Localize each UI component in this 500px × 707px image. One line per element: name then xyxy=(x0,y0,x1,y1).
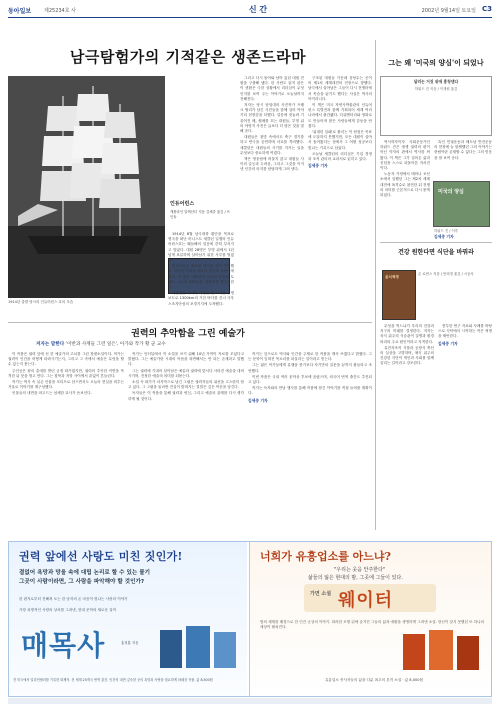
ad-maemoksa xyxy=(9,542,247,696)
newspaper-logo: 동아일보 xyxy=(8,8,32,15)
sub-byline: 김세중 기자 xyxy=(438,340,458,346)
page-header xyxy=(8,4,492,18)
sidebar-book-box xyxy=(380,76,492,136)
ad-left-line2: 그곳이 사람이라면, 그 사람을 파악해야 할 것인가? xyxy=(19,579,145,585)
story2-column-3: 작가는 앞으로도 역사와 인간을 주제로 한 작품을 계속 쓰겠다고 밝혔다. 그는 문학이 잊혀진 목소리를 되살리는 일이라고 믿는다. 그는 젊은 작가들에게 유행을 좇기보다 자기만의 질문을 끝까지 붙들라고 조언했다. 이번 작품은 국내 여러 문학상 후보에 올랐으며, 외국어 번역 출간도 추진되고 있다. 작가는 독자와의 만남 행사를 통해 작품에 담긴 이야기를 직접 들려줄 계획이다. 김세중 기자 xyxy=(248,352,372,403)
ad-left-footer: 전 미국에서 밀리언셀러를 기록한 화제작. 전 세계 25개국 번역 출간. 인간의 내면 깊숙한 곳의 욕망과 사랑을 집요하게 파헤친 작품. 값 8,500원 xyxy=(13,678,213,682)
sailing-ship-illustration xyxy=(8,76,165,298)
story2-deck xyxy=(36,341,346,347)
story1-byline: 김세중 기자 xyxy=(308,163,328,169)
ad-left-title: 매목사 xyxy=(21,629,106,662)
story1-headline: 남극탐험가의 기적같은 생존드라마 xyxy=(69,48,307,66)
issue-date: 2002년 9월14일 토요일 xyxy=(421,8,476,14)
story1-column-2: 그리고 다시 돌아와 남아 있던 대원 전원을 구출해 냈다. 한 사람도 잃지 않은 이 귀환은 극한 상황에서 리더십이 무엇인지를 보여 주는 이야기로 오늘날까지 전해진다. 저자는 당시 탐험대의 사진작가 프랭크 헐리가 남긴 사진들을 함께 실어 이야기의 현장감을 더했다. 얼음에 짓눌려 기울어진 배, 썰매를 끄는 대원들, 부빙 위의 야영지 사진은 글보다 더 많은 것을 말해 준다. 대원들은 절망 속에서도 축구 경기를 하고 연극을 공연하며 서로를 격려했다. 섀클턴은 대원들의 사기를 지키는 일을 무엇보다 중요하게 여겼다. 책은 영웅담에 머물지 않고 대원들 사이의 갈등과 두려움, 그리고 그것을 이겨 낸 인간의 의지를 담담하게 그려 낸다. xyxy=(240,76,304,172)
book-title: 인듀어런스 xyxy=(170,201,195,207)
bottom-strip xyxy=(8,698,492,704)
sub-book-caption: 존 로빈스 지음 / 안의정 옮김 / 시공사 xyxy=(418,272,474,276)
book-caption: 캐롤라인 알렉산더 지음 김세중 옮김 / 뜨인돌 xyxy=(170,210,231,219)
advertisement-block xyxy=(8,541,492,697)
story2-headline: 권력의 추악함을 그린 예술가 xyxy=(131,329,245,339)
sidebar-book-cover xyxy=(433,181,490,227)
sidebar-byline-wrap xyxy=(434,234,492,242)
ad-right-books-image xyxy=(395,630,485,674)
ad-right-title: 웨이터 xyxy=(338,590,394,611)
ad-left-books-image xyxy=(154,624,242,672)
story2-deck-label: 저자는 말한다 xyxy=(36,342,65,347)
section-title: 신 간 xyxy=(248,5,268,14)
ad-right-footer: 유흥업소 종사자들의 삶을 다룬 최초의 본격 소설 · 값 8,000원 xyxy=(324,678,424,682)
ad-left-line4: 가장 치명적인 사랑의 상처를 그려낸, 현대 문학의 새로운 걸작 xyxy=(19,608,117,612)
ad-right-body: 밤의 세계를 배경으로 한 인간 군상의 이야기. 화려한 조명 뒤에 숨겨진 그들의 삶과 애환을 생생하게 그려낸 소설. 당신이 알지 못했던 또 하나의 세상이 펼쳐진다. xyxy=(260,620,485,629)
ad-left-question: 권력 앞에선 사랑도 미친 짓인가! xyxy=(19,550,183,563)
ad-waiter xyxy=(249,542,491,696)
sidebar-sub-title: 건강 원한다면 식단을 바꿔라 xyxy=(398,249,474,256)
sub-column-1: 무엇을 먹느냐가 우리의 건강과 지구의 미래를 결정한다. 저자는 육식 위주의 식습관이 질병과 환경 파괴의 주요 원인이라고 지적한다. 유전자조작 식품과 공장식 축산의 실상을 고발하며, 채식 위주의 건강한 식단이 개인과 사회를 함께 살리는 길이라고 강조한다. xyxy=(380,324,434,366)
story2-column-1: 이 작품은 권력 앞에 선 한 예술가의 고뇌를 그린 장편소설이다. 작가는 권력이 인간을 어떻게 타락시키는지, 그리고 그 속에서 예술은 무엇을 할 수 있는지 묻는다. 주인공은 왕의 총애를 받던 궁정 화가였지만, 권력의 추악한 이면을 목격한 뒤 붓을 꺾고 만다. 그는 침묵과 저항 사이에서 끝없이 흔들린다. 작가는 역사 속 실존 인물을 모티프로 삼으면서도 오늘의 현실을 비추는 거울로 이야기를 재구성했다. 인물들의 내면을 파고드는 섬세한 묘사가 돋보인다. xyxy=(8,352,124,396)
sidebar-column-1: 역사학자이자 사회운동가인 하워드 진은 평생 권력의 편이 아닌 약자의 편에서 역사를 써 왔다. 이 책은 그가 걸어온 삶과 신념을 스스로 되돌아본 자서전이다. 노동자 가정에서 태어나 조선소에서 일했던 그는 제2차 세계대전에 폭격수로 참전한 뒤 전쟁의 의미를 근본적으로 다시 묻게 되었다. xyxy=(380,140,430,198)
story2-column-2: 작가는 인터뷰에서 이 소설을 쓰기 위해 10년 가까이 자료를 모았다고 밝혔다. 그는 예술가란 시대의 아픔을 외면해서는 안 되는 존재라고 말했다. 그는 권력에 기대어 살아남은 예술과 권력에 맞서다 사라진 예술을 대비시키며, 진정한 예술의 의미를 되묻는다. 소설 속 화가가 마지막으로 남긴 그림은 권력자들의 위선을 고스란히 담고 있다. 그 그림을 둘러싼 진실이 밝혀지는 결말은 깊은 여운을 남긴다. 독자들은 이 작품을 통해 권력과 양심, 그리고 예술의 관계를 다시 생각하게 될 것이다. xyxy=(128,352,244,401)
sidebar-byline: 김세중 기자 xyxy=(434,234,454,239)
sidebar-column-2: 흑인 민권운동과 베트남 반전운동의 현장에 늘 함께했던 그의 이야기는 중립이란 존재할 수 없다는 그의 믿음을 잘 보여 준다. xyxy=(434,140,492,160)
story-divider xyxy=(8,322,372,323)
story2-byline: 김세중 기자 xyxy=(248,397,268,403)
sidebar-title: 그는 왜 '미국의 양심'이 되었나 xyxy=(388,58,484,67)
page-number: C3 xyxy=(481,5,492,13)
sub-book-cover xyxy=(382,270,416,320)
story1-column-3: 구조된 대원들 가운데 상당수는 곧이어 제1차 세계대전의 전장으로 향했다. 남극에서 살아남은 그들이 다시 전쟁터에서 목숨을 잃기도 했다는 사실은 역사의 아이러니다. 이 책은 미국 자연사박물관의 인듀어런스 특별전과 함께 기획되어 세계 여러 나라에서 출간됐다. 다큐멘터리와 영화로도 만들어져 많은 사람들에게 감동을 안겼다. '위대한 실패'로 불리는 이 탐험은 목표에 도달하지 못했지만, 모든 대원이 살아서 돌아왔다는 점에서 그 어떤 성공보다 빛나는 기록으로 남았다. 오늘날 섀클턴의 리더십은 기업 경영과 조직 관리의 교과서로 읽히고 있다. 김세중 기자 xyxy=(308,76,372,169)
ad-right-question: 너희가 유흥업소를 아느냐? xyxy=(260,550,391,563)
sidebar-cover-title: 미국의 양심 xyxy=(438,189,464,195)
column-divider xyxy=(375,40,376,530)
sidebar-divider xyxy=(380,242,492,243)
sub-column-2: 풍부한 연구 자료와 사례를 바탕으로 식탁에서 시작하는 작은 혁명을 제안한다. 김세중 기자 xyxy=(438,324,492,346)
issue-number: 제25234호 사 xyxy=(44,8,76,14)
ship-photo xyxy=(8,76,165,298)
story1-column-1: 1914년 8월 남극대륙 횡단을 목표로 영국을 떠난 어니스트 섀클턴 일행의 인듀어런스호는 웨들해의 얼음에 갇혀 부서지고 말았다. 대원 28명은 부빙 위에서 1년 넘게 표류하며 살아남기 위한 사투를 벌였다. 탐험가들은 해표와 펭귄을 잡아 연명했고, 부빙이 갈라질 때마다 생사의 갈림길에 섰다. 이 책은 대원들의 일기와 증언을 토대로 그들의 635일을 생생하게 재구성한다. 섀클턴은 마지막 희망을 걸고 작은 구명보트로 1300km의 거친 바다를 건너 사우스조지아섬의 포경기지에 도착했다. xyxy=(168,232,234,306)
sub-book-title: 음식혁명 xyxy=(385,275,399,279)
sidebar-box-title: 달러는 거짓 위에 흥청댄다 xyxy=(413,79,459,84)
ad-left-line3: 한 편지로부터 전해져 오는 한 남자의 온 마음이 빛나는 사랑의 이야기 xyxy=(19,597,128,601)
ad-left-line1: 결없어 욕망과 망울 속에 대립 논리로 할 수 있는 물기 xyxy=(19,570,151,576)
photo-caption: 1914년 출발 당시의 인듀어런스 호의 모습 xyxy=(8,300,74,304)
sidebar-box-sub: 하워드 진 지음 / 이재원 옮김 xyxy=(414,87,458,91)
sidebar-cover-caption: 하워드 진 / 이후 xyxy=(434,229,459,233)
ad-right-line1: "우리는 웃음 안주한다" xyxy=(334,567,386,573)
story2-deck-text: '이반과 사재들 그런 일은', 아가와 작가 황 군 교수 xyxy=(65,342,166,347)
ad-right-banner-pre: 가면 소설 xyxy=(310,591,332,597)
ad-left-author: 홍정훈 지음 xyxy=(121,641,139,645)
ad-right-line2: 삶들의 잃은 현대의 밤, 그곳에 그들이 있다. xyxy=(308,575,403,581)
